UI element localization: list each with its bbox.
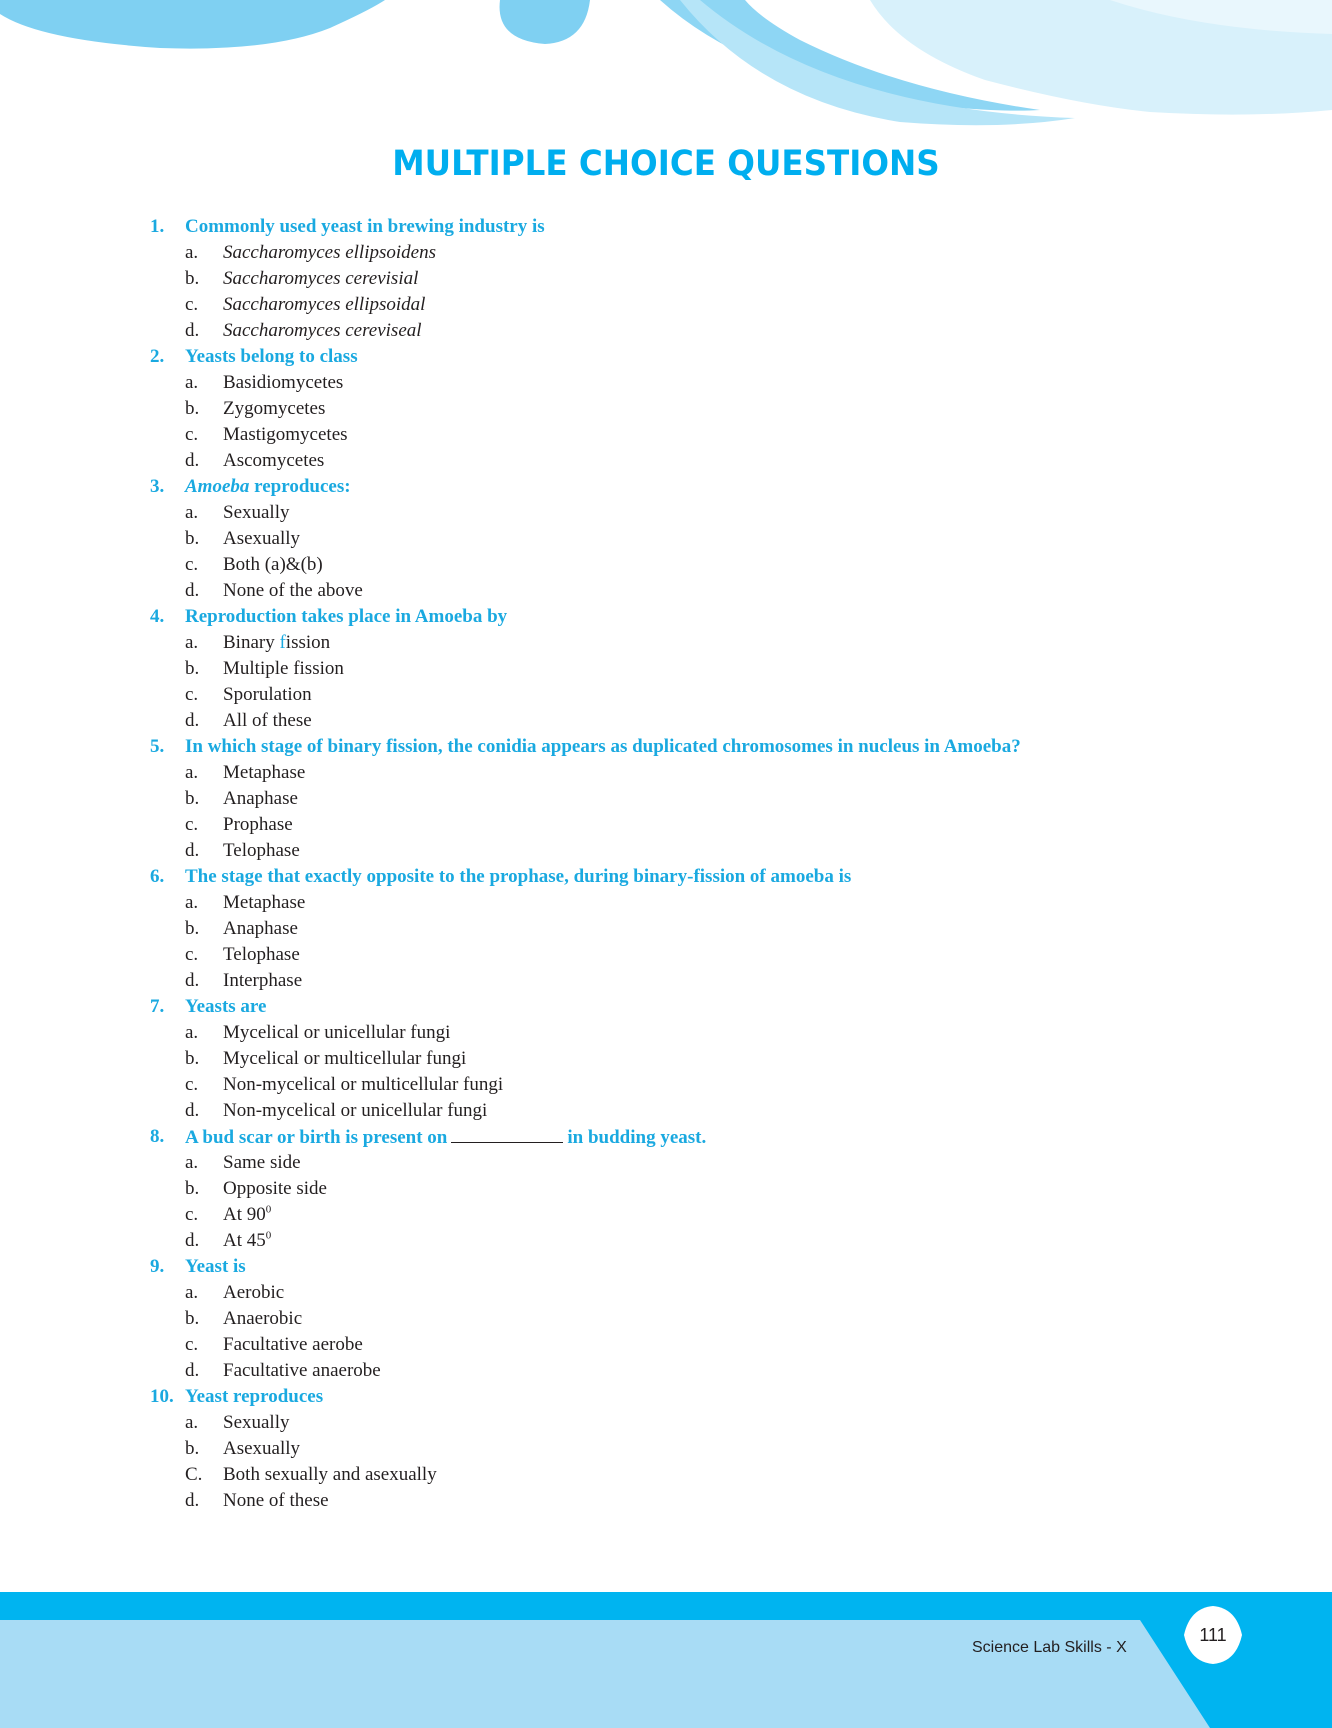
option-text-main: At 90 [223,1204,266,1225]
footer-band-decoration [0,1592,1332,1728]
option-3 [150,292,1250,318]
option-letter: a. [185,372,199,393]
question-9 [150,1254,1250,1384]
option-text [223,1332,363,1358]
question-text: Yeasts belong to class [185,346,358,367]
option-text [223,318,422,344]
option-text [223,1202,271,1228]
question-2 [150,344,1250,474]
option-text-main: Sporulation [223,684,312,705]
option-letter: a. [185,892,199,913]
option-2 [150,786,1250,812]
option-text [223,292,425,318]
option-text-main: None of these [223,1490,329,1511]
option-text-main: Anaerobic [223,1308,303,1329]
option-text-main: Both sexually and asexually [223,1464,437,1485]
option-letter: d. [185,970,200,991]
question-10 [150,1384,1250,1514]
question-number: 10. [150,1386,174,1407]
option-letter: c. [185,294,199,315]
option-text [223,448,324,474]
option-1 [150,1020,1250,1046]
option-text [223,1228,271,1254]
question-4 [150,604,1250,734]
option-letter: b. [185,1438,200,1459]
option-4 [150,708,1250,734]
option-text-main: Multiple fission [223,658,344,679]
option-text-part: ission [285,632,331,653]
option-text [223,968,302,994]
header-wave-decoration [0,0,1332,135]
question-number: 4. [150,606,165,627]
option-text [223,1072,503,1098]
option-text-main: Sexually [223,502,290,523]
option-3 [150,1202,1250,1228]
option-letter: c. [185,1334,199,1355]
option-text [223,1176,327,1202]
option-text-main: Aerobic [223,1282,285,1303]
question-7 [150,994,1250,1124]
question-text: Yeast is [185,1256,246,1277]
option-3 [150,552,1250,578]
option-text [223,240,436,266]
question-number: 6. [150,866,165,887]
option-1 [150,1150,1250,1176]
option-letter: c. [185,424,199,445]
option-text-main: Basidiomycetes [223,372,344,393]
option-letter: a. [185,1022,199,1043]
option-2 [150,656,1250,682]
option-1 [150,1410,1250,1436]
question-heading [150,474,1250,500]
question-5 [150,734,1250,864]
question-text: The stage that exactly opposite to the prophase, during binary-fission of amoeba is [185,866,852,887]
option-letter: d. [185,1490,200,1511]
option-letter: b. [185,918,200,939]
option-text-main: Mastigomycetes [223,424,348,445]
option-letter: d. [185,1360,200,1381]
option-letter: a. [185,762,199,783]
option-text-main: Both (a)&(b) [223,554,323,575]
option-letter: b. [185,788,200,809]
option-text-main: Anaphase [223,788,298,809]
option-text-main: Prophase [223,814,293,835]
option-letter: b. [185,1308,200,1329]
question-number: 7. [150,996,165,1017]
option-text [223,1020,450,1046]
option-letter: b. [185,658,200,679]
option-4 [150,838,1250,864]
option-text-main: Sexually [223,1412,290,1433]
question-3 [150,474,1250,604]
option-2 [150,1436,1250,1462]
option-text-part: Binary [223,632,280,653]
question-1 [150,214,1250,344]
question-heading [150,864,1250,890]
option-letter: d. [185,710,200,731]
option-text-main: Telophase [223,840,300,861]
option-letter: b. [185,268,200,289]
option-letter: a. [185,242,199,263]
degree-superscript: 0 [265,1229,272,1242]
question-number: 5. [150,736,165,757]
option-1 [150,240,1250,266]
option-2 [150,1176,1250,1202]
option-2 [150,526,1250,552]
option-text [223,266,418,292]
option-letter: c. [185,1204,199,1225]
option-text [223,370,343,396]
question-heading [150,994,1250,1020]
option-3 [150,942,1250,968]
option-text [223,1280,284,1306]
page-number: 111 [1199,1624,1227,1645]
question-heading [150,214,1250,240]
option-letter: c. [185,1074,199,1095]
question-heading [150,604,1250,630]
option-text-main: Saccharomyces ellipsoidens [223,242,436,263]
option-letter: d. [185,840,200,861]
option-letter: b. [185,398,200,419]
option-text-main: Asexually [223,528,301,549]
question-8 [150,1124,1250,1254]
question-text [185,474,351,500]
option-letter: c. [185,814,199,835]
question-text: Yeasts are [185,996,267,1017]
option-text [223,682,312,708]
option-text [223,526,300,552]
option-text-main: Mycelical or multicellular fungi [223,1048,467,1069]
option-text [223,1488,329,1514]
option-letter: b. [185,528,200,549]
option-letter: d. [185,580,200,601]
option-text [223,422,348,448]
question-list [150,214,1250,1514]
option-text-main: Anaphase [223,918,298,939]
option-text-main: None of the above [223,580,363,601]
option-4 [150,1098,1250,1124]
fill-in-blank [451,1124,563,1143]
option-text [223,1410,290,1436]
option-text [223,1462,437,1488]
option-4 [150,1228,1250,1254]
option-2 [150,396,1250,422]
option-text [223,812,293,838]
option-text-main: Saccharomyces ellipsoidal [223,294,426,315]
option-text [223,578,363,604]
option-text-main: Telophase [223,944,300,965]
option-1 [150,760,1250,786]
book-title: Science Lab Skills - X [972,1639,1127,1656]
option-letter: c. [185,554,199,575]
question-number: 8. [150,1126,165,1147]
option-2 [150,1046,1250,1072]
option-4 [150,318,1250,344]
option-text-main: Non-mycelical or unicellular fungi [223,1100,488,1121]
option-text [223,760,305,786]
option-3 [150,1332,1250,1358]
option-1 [150,370,1250,396]
option-text-main: At 45 [223,1230,266,1251]
question-number: 3. [150,476,165,497]
option-text-main: Saccharomyces cereviseal [223,320,422,341]
option-letter: a. [185,632,199,653]
option-text-main: All of these [223,710,312,731]
option-4 [150,578,1250,604]
option-2 [150,916,1250,942]
option-text [223,396,325,422]
question-heading [150,734,1250,760]
option-text-main: Same side [223,1152,301,1173]
option-1 [150,1280,1250,1306]
question-6 [150,864,1250,994]
degree-superscript: 0 [265,1203,272,1216]
option-text [223,1098,487,1124]
option-letter: c. [185,944,199,965]
option-text [223,942,300,968]
option-4 [150,1358,1250,1384]
option-text [223,916,298,942]
option-letter: d. [185,320,200,341]
question-heading [150,344,1250,370]
question-text: Reproduction takes place in Amoeba by [185,606,508,627]
question-text-rest: reproduces: [249,476,351,497]
question-number: 2. [150,346,165,367]
option-text-part: f [279,632,286,653]
option-letter: c. [185,684,199,705]
option-text-main: Saccharomyces cerevisial [223,268,419,289]
option-text-main: Interphase [223,970,303,991]
option-text [223,630,330,656]
question-text: In which stage of binary fission, the conidia appears as duplicated chromosomes in nucleus in Amoeba? [185,736,1021,757]
option-text [223,552,323,578]
option-letter: d. [185,1230,200,1251]
question-heading [150,1254,1250,1280]
option-text-main: Facultative anaerobe [223,1360,381,1381]
option-3 [150,812,1250,838]
option-letter: a. [185,1152,199,1173]
question-text-after-blank: in budding yeast. [567,1127,707,1148]
option-text [223,1046,466,1072]
question-number: 9. [150,1256,165,1277]
option-letter: b. [185,1048,200,1069]
option-text [223,890,305,916]
option-4 [150,448,1250,474]
option-4 [150,968,1250,994]
question-heading [150,1124,1250,1150]
option-letter: d. [185,450,200,471]
option-3 [150,422,1250,448]
option-letter: a. [185,1412,199,1433]
question-text: Commonly used yeast in brewing industry is [185,216,545,237]
option-1 [150,890,1250,916]
option-text [223,1306,302,1332]
option-text-main: Non-mycelical or multicellular fungi [223,1074,504,1095]
option-text [223,1358,381,1384]
option-text [223,708,312,734]
option-text-main: Facultative aerobe [223,1334,363,1355]
option-text [223,1150,301,1176]
question-text-before-blank: A bud scar or birth is present on [185,1127,448,1148]
option-text [223,656,344,682]
option-2 [150,266,1250,292]
option-text-main: Metaphase [223,762,306,783]
option-text-main: Asexually [223,1438,301,1459]
option-text-main: Zygomycetes [223,398,326,419]
page-title: MULTIPLE CHOICE QUESTIONS [392,144,940,184]
option-letter: a. [185,502,199,523]
option-1 [150,630,1250,656]
option-1 [150,500,1250,526]
option-letter: b. [185,1178,200,1199]
option-text-main: Mycelical or unicellular fungi [223,1022,451,1043]
question-heading [150,1384,1250,1410]
option-letter: d. [185,1100,200,1121]
option-4 [150,1488,1250,1514]
question-number: 1. [150,216,165,237]
option-3 [150,1462,1250,1488]
option-text-main: Metaphase [223,892,306,913]
option-3 [150,1072,1250,1098]
question-text [185,1124,706,1150]
question-text-italic: Amoeba [185,476,250,497]
question-text: Yeast reproduces [185,1386,324,1407]
option-text [223,786,298,812]
option-letter: a. [185,1282,199,1303]
option-text-main: Opposite side [223,1178,327,1199]
option-text [223,838,300,864]
option-text [223,1436,300,1462]
option-2 [150,1306,1250,1332]
option-3 [150,682,1250,708]
option-text [223,500,290,526]
option-text-main: Ascomycetes [223,450,325,471]
option-letter: C. [185,1464,203,1485]
